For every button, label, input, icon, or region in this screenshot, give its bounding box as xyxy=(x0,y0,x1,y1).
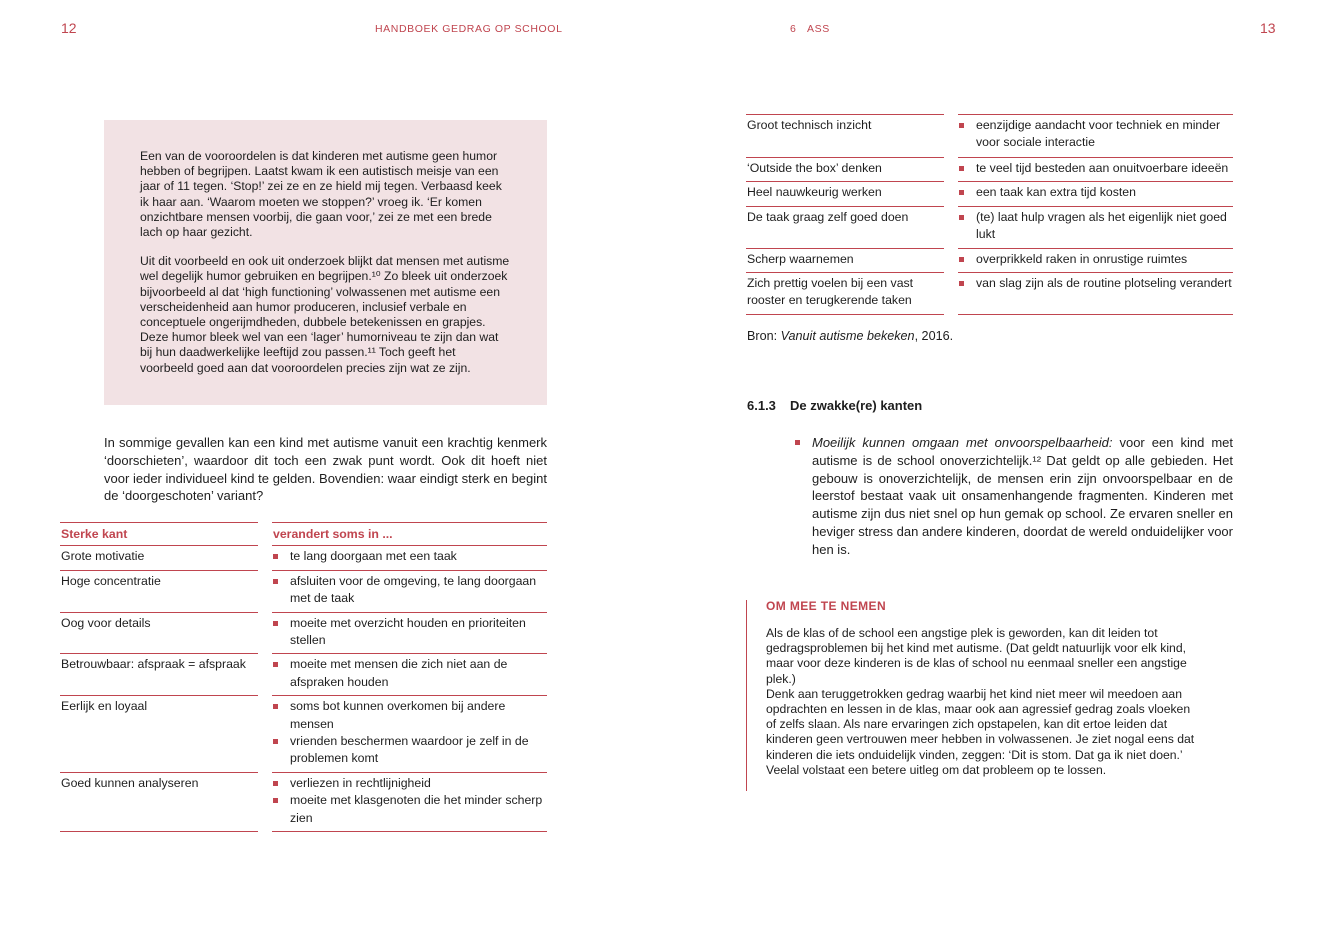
strength-cell: Hoge concentratie xyxy=(60,570,258,612)
table-row xyxy=(60,546,547,570)
table-header-row xyxy=(60,523,547,546)
table-row xyxy=(60,612,547,654)
bullet-text: voor een kind met autisme is de school onoverzichtelijk.¹² Dat geldt op alle gebieden. Het gebouw is onoverzichtelijk, de mensen erin zijn onvoorspelbaar en de leerstof bestaat vaak uit onsamenhangende fragmenten. Kinderen met autisme zijn dus niet snel op hun gemak op school. Ze ervaren sneller en heviger stress dan andere kinderen, doordat de wereld onduidelijker voor hen is. xyxy=(812,435,1233,557)
page-number-right: 13 xyxy=(1260,20,1276,36)
bullet-lead: Moeilijk kunnen omgaan met onvoorspelbaarheid: xyxy=(812,435,1113,450)
table-row xyxy=(746,273,1233,315)
change-item: moeite met mensen die zich niet aan de afspraken houden xyxy=(272,656,547,691)
source-year: , 2016. xyxy=(914,329,954,343)
change-item: overprikkeld raken in onrustige ruimtes xyxy=(958,251,1233,268)
table-row xyxy=(60,772,547,831)
takeaway-title: OM MEE TE NEMEN xyxy=(766,599,887,613)
change-item: een taak kan extra tijd kosten xyxy=(958,184,1233,201)
change-item: van slag zijn als de routine plotseling verandert xyxy=(958,275,1233,292)
table-row xyxy=(60,654,547,696)
table-row xyxy=(60,696,547,773)
strength-cell: Eerlijk en loyaal xyxy=(60,696,258,773)
quote-paragraph-2: Uit dit voorbeeld en ook uit onderzoek blijkt dat mensen met autisme wel degelijk humor gebruiken en begrijpen.¹⁰ Zo bleek uit onderzoek bijvoorbeeld al dat ‘high functioning’ volwassenen met autisme een verscheidenheid aan humor produceren, inclusief verbale en conceptuele ongerijmdheden, dubbele betekenissen en grapjes. Deze humor bleek wel van een ‘lager’ humorniveau te zijn dan wat bij hun daadwerkelijke leeftijd zou passen.¹¹ Toch geeft het voorbeeld goed aan dat vooroordelen precies zijn wat ze zijn. xyxy=(140,254,510,375)
running-head-left: HANDBOEK GEDRAG OP SCHOOL xyxy=(375,23,563,35)
strength-cell: De taak graag zelf goed doen xyxy=(746,206,944,248)
takeaway-paragraph-1: Als de klas of de school een angstige plek is geworden, kan dit leiden tot gedragsproblemen bij het kind met autisme. (Dat geldt natuurlijk voor elk kind, maar voor deze kinderen is de klas of school nu eenmaal sneller een angstige plek.) xyxy=(766,626,1187,686)
takeaway-paragraph-2: Denk aan teruggetrokken gedrag waarbij het kind niet meer wil meedoen aan opdrachten en lessen in de klas, maar ook aan agressief gedrag zoals vloeken of zelfs slaan. Als nare ervaringen zich opstapelen, kan dit ertoe leiden dat kinderen geen vertrouwen meer hebben in volwassenen. Je ziet nogal eens dat kinderen die iets onduidelijk vinden, zeggen: ‘Dit is stom. Dat ga ik niet doen.’ Veelal volstaat een betere uitleg om dat probleem op te lossen. xyxy=(766,686,1195,777)
strengths-table-left xyxy=(60,522,547,832)
change-item: vrienden beschermen waardoor je zelf in de problemen komt xyxy=(272,733,547,768)
strength-cell: Betrouwbaar: afspraak = afspraak xyxy=(60,654,258,696)
source-line xyxy=(747,329,953,343)
change-item: te lang doorgaan met een taak xyxy=(272,548,547,565)
table-header-strength: Sterke kant xyxy=(60,523,258,546)
page-number-left: 12 xyxy=(61,20,77,36)
change-item: verliezen in rechtlijnigheid xyxy=(272,775,547,792)
running-head-chapter-number: 6 xyxy=(790,23,797,35)
strength-cell: Zich prettig voelen bij een vast rooster en terugkerende taken xyxy=(746,273,944,315)
strength-cell: Goed kunnen analyseren xyxy=(60,772,258,831)
table-row xyxy=(746,248,1233,272)
table-row xyxy=(746,182,1233,206)
takeaway-text xyxy=(766,626,1196,778)
strength-cell: Oog voor details xyxy=(60,612,258,654)
table-row xyxy=(746,115,1233,158)
table-row xyxy=(746,206,1233,248)
quote-paragraph-1: Een van de vooroordelen is dat kinderen met autisme geen humor hebben of begrijpen. Laatst kwam ik een autistisch meisje van een jaar of 11 tegen. ‘Stop!’ zei ze en ze hield mij tegen. Verbaasd keek ik haar aan. ‘Waarom moeten we stoppen?’ vroeg ik. ‘Er komen onzichtbare mensen voorbij, die gaan voor,’ zei ze met een brede lach op haar gezicht. xyxy=(140,149,502,240)
change-item: te veel tijd besteden aan onuitvoerbare ideeën xyxy=(958,160,1233,177)
table-header-changes: verandert soms in ... xyxy=(272,523,547,546)
table-row xyxy=(746,158,1233,182)
strengths-table-right xyxy=(746,114,1233,315)
change-item: (te) laat hulp vragen als het eigenlijk niet goed lukt xyxy=(958,209,1233,244)
strength-cell: Heel nauwkeurig werken xyxy=(746,182,944,206)
strength-cell: Grote motivatie xyxy=(60,546,258,570)
change-item: eenzijdige aandacht voor techniek en minder voor sociale interactie xyxy=(958,117,1233,152)
table-row xyxy=(60,570,547,612)
takeaway-box xyxy=(746,600,1196,791)
strength-cell: Scherp waarnemen xyxy=(746,248,944,272)
change-item: moeite met overzicht houden en prioriteiten stellen xyxy=(272,615,547,650)
intro-paragraph: In sommige gevallen kan een kind met autisme vanuit een krachtig kenmerk ‘doorschieten’, waardoor dit toch een zwak punt wordt. Ook dit hoeft niet voor ieder individueel kind te gelden. Bovendien: waar eindigt sterk en begint de ‘doorgeschoten’ variant? xyxy=(104,435,547,504)
strength-cell: Groot technisch inzicht xyxy=(746,115,944,158)
running-head-right: ASS xyxy=(807,23,830,35)
strength-cell: ‘Outside the box’ denken xyxy=(746,158,944,182)
list-item xyxy=(794,434,1233,559)
source-title: Vanuit autisme bekeken xyxy=(780,329,915,343)
change-item: moeite met klasgenoten die het minder scherp zien xyxy=(272,792,547,827)
change-item: afsluiten voor de omgeving, te lang doorgaan met de taak xyxy=(272,573,547,608)
source-label: Bron: xyxy=(747,329,778,343)
section-heading xyxy=(747,398,922,413)
section-title: De zwakke(re) kanten xyxy=(790,398,923,413)
quote-box xyxy=(104,120,547,405)
weakness-bullet xyxy=(794,434,1233,559)
section-number: 6.1.3 xyxy=(747,398,776,413)
change-item: soms bot kunnen overkomen bij andere mensen xyxy=(272,698,547,733)
